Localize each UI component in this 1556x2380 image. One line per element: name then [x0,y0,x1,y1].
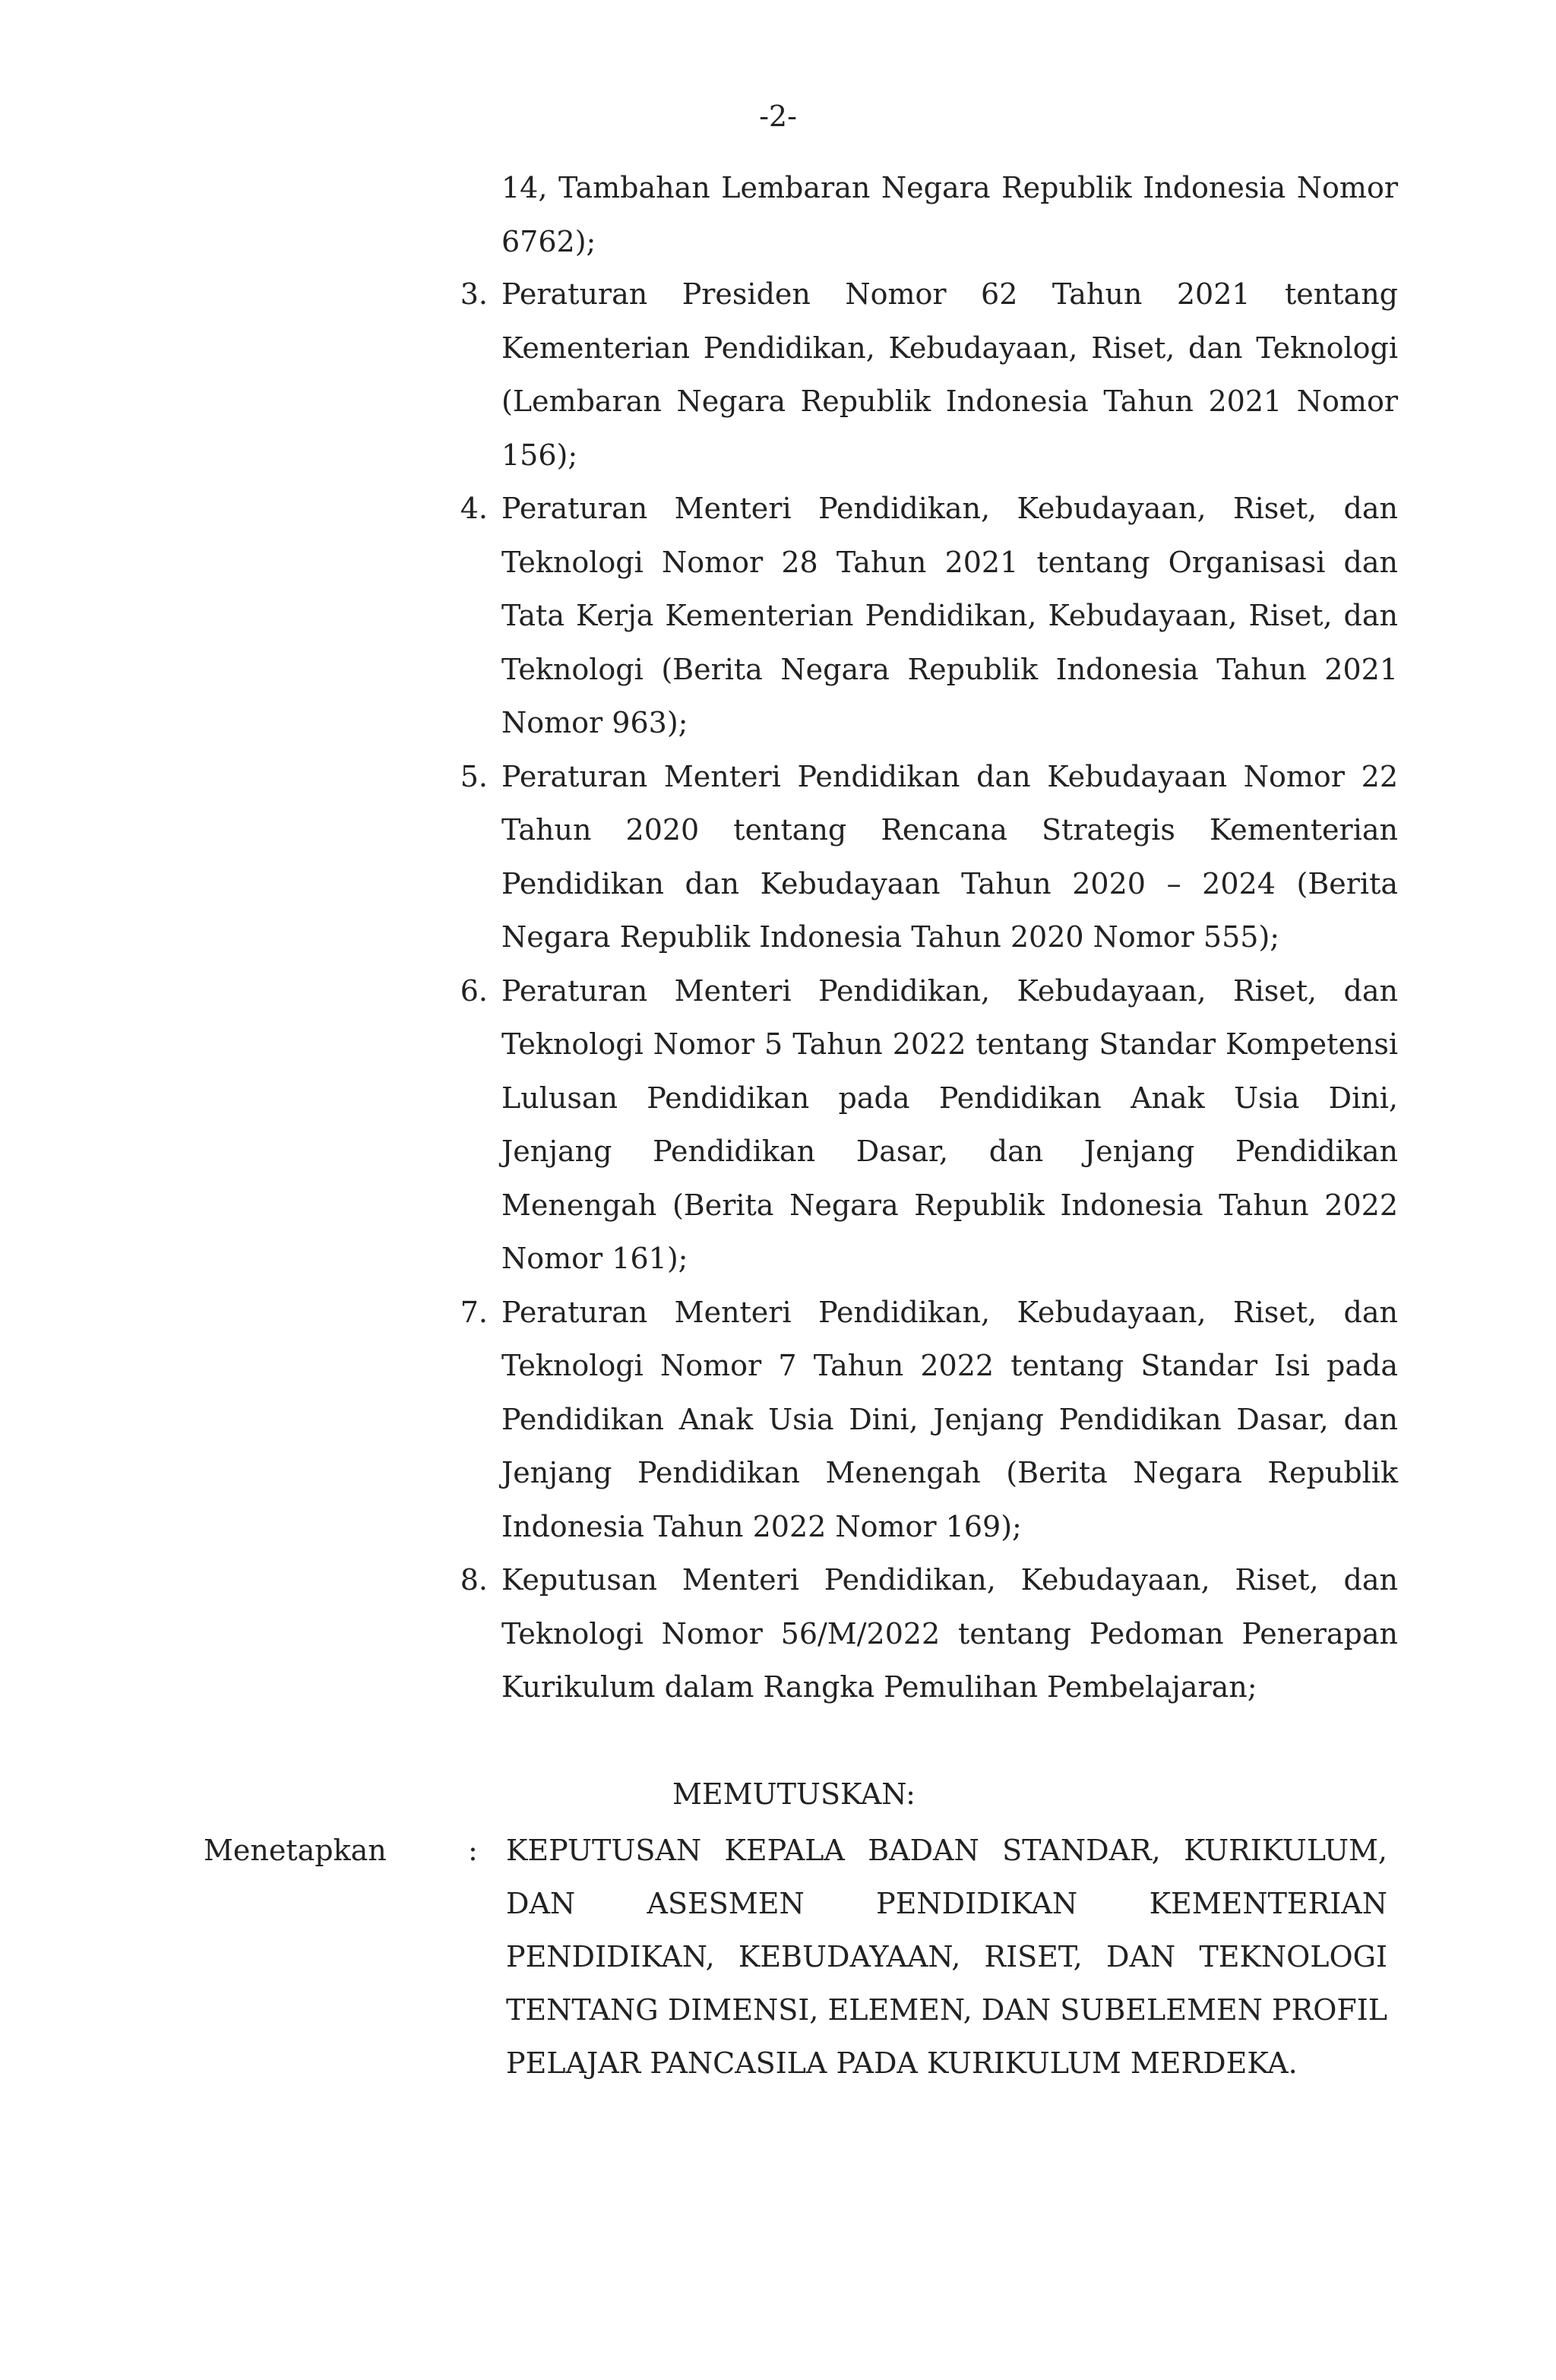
list-item-7 [425,1286,1398,1554]
decision-label: Menetapkan [204,1834,387,1867]
list-item-6 [425,964,1398,1286]
list-item-text: Peraturan Presiden Nomor 62 Tahun 2021 tentang Kementerian Pendidikan, Kebudayaan, Riset, dan Teknologi (Lembaran Negara Republik Indonesia Tahun 2021 Nomor 156); [501,277,1398,472]
list-item-number: 7. [460,1295,488,1329]
list-item-text: Peraturan Menteri Pendidikan, Kebudayaan, Riset, dan Teknologi Nomor 28 Tahun 2021 tentang Organisasi dan Tata Kerja Kementerian Pendidikan, Kebudayaan, Riset, dan Teknologi (Berita Negara Republik Indonesia Tahun 2021 Nomor 963); [501,492,1398,739]
list-item-number: 6. [460,973,488,1008]
list-item-3 [425,267,1398,482]
list-item-number: 4. [460,492,488,525]
decision-colon: : [468,1834,478,1867]
list-item-number: 5. [460,759,488,793]
list-item-text: Peraturan Menteri Pendidikan, Kebudayaan, Riset, dan Teknologi Nomor 7 Tahun 2022 tentang Standar Isi pada Pendidikan Anak Usia Dini, Jenjang Pendidikan Dasar, dan Jenjang Pendidikan Menengah (Berita Negara Republik Indonesia Tahun 2022 Nomor 169); [501,1295,1398,1543]
list-item-text: Peraturan Menteri Pendidikan, Kebudayaan, Riset, dan Teknologi Nomor 5 Tahun 2022 tentang Standar Kompetensi Lulusan Pendidikan pada Pendidikan Anak Usia Dini, Jenjang Pendidikan Dasar, dan Jenjang Pendidikan Menengah (Berita Negara Republik Indonesia Tahun 2022 Nomor 161); [501,973,1398,1275]
page-number: -2- [759,100,797,133]
decision-text: KEPUTUSAN KEPALA BADAN STANDAR, KURIKULUM, DAN ASESMEN PENDIDIKAN KEMENTERIAN PENDIDIKAN, KEBUDAYAAN, RISET, DAN TEKNOLOGI TENTANG DIMENSI, ELEMEN, DAN SUBELEMEN PROFIL PELAJAR PANCASILA PADA KURIKULUM MERDEKA. [506,1834,1387,2080]
list-item-5 [425,750,1398,964]
list-item-8 [425,1553,1398,1714]
legal-basis-list [425,267,1398,1714]
list-item-text: Peraturan Menteri Pendidikan dan Kebudayaan Nomor 22 Tahun 2020 tentang Rencana Strategis Kementerian Pendidikan dan Kebudayaan Tahun 2020 – 2024 (Berita Negara Republik Indonesia Tahun 2020 Nomor 555); [501,759,1398,954]
decision-heading: MEMUTUSKAN: [672,1777,916,1811]
list-item-4 [425,482,1398,750]
list-item-text: Keputusan Menteri Pendidikan, Kebudayaan, Riset, dan Teknologi Nomor 56/M/2022 tentang Pedoman Penerapan Kurikulum dalam Rangka Pemulihan Pembelajaran; [501,1563,1398,1704]
list-item-number: 8. [460,1563,488,1597]
list-item-number: 3. [460,277,488,311]
list-item-continuation: 14, Tambahan Lembaran Negara Republik Indonesia Nomor 6762); [501,171,1398,258]
